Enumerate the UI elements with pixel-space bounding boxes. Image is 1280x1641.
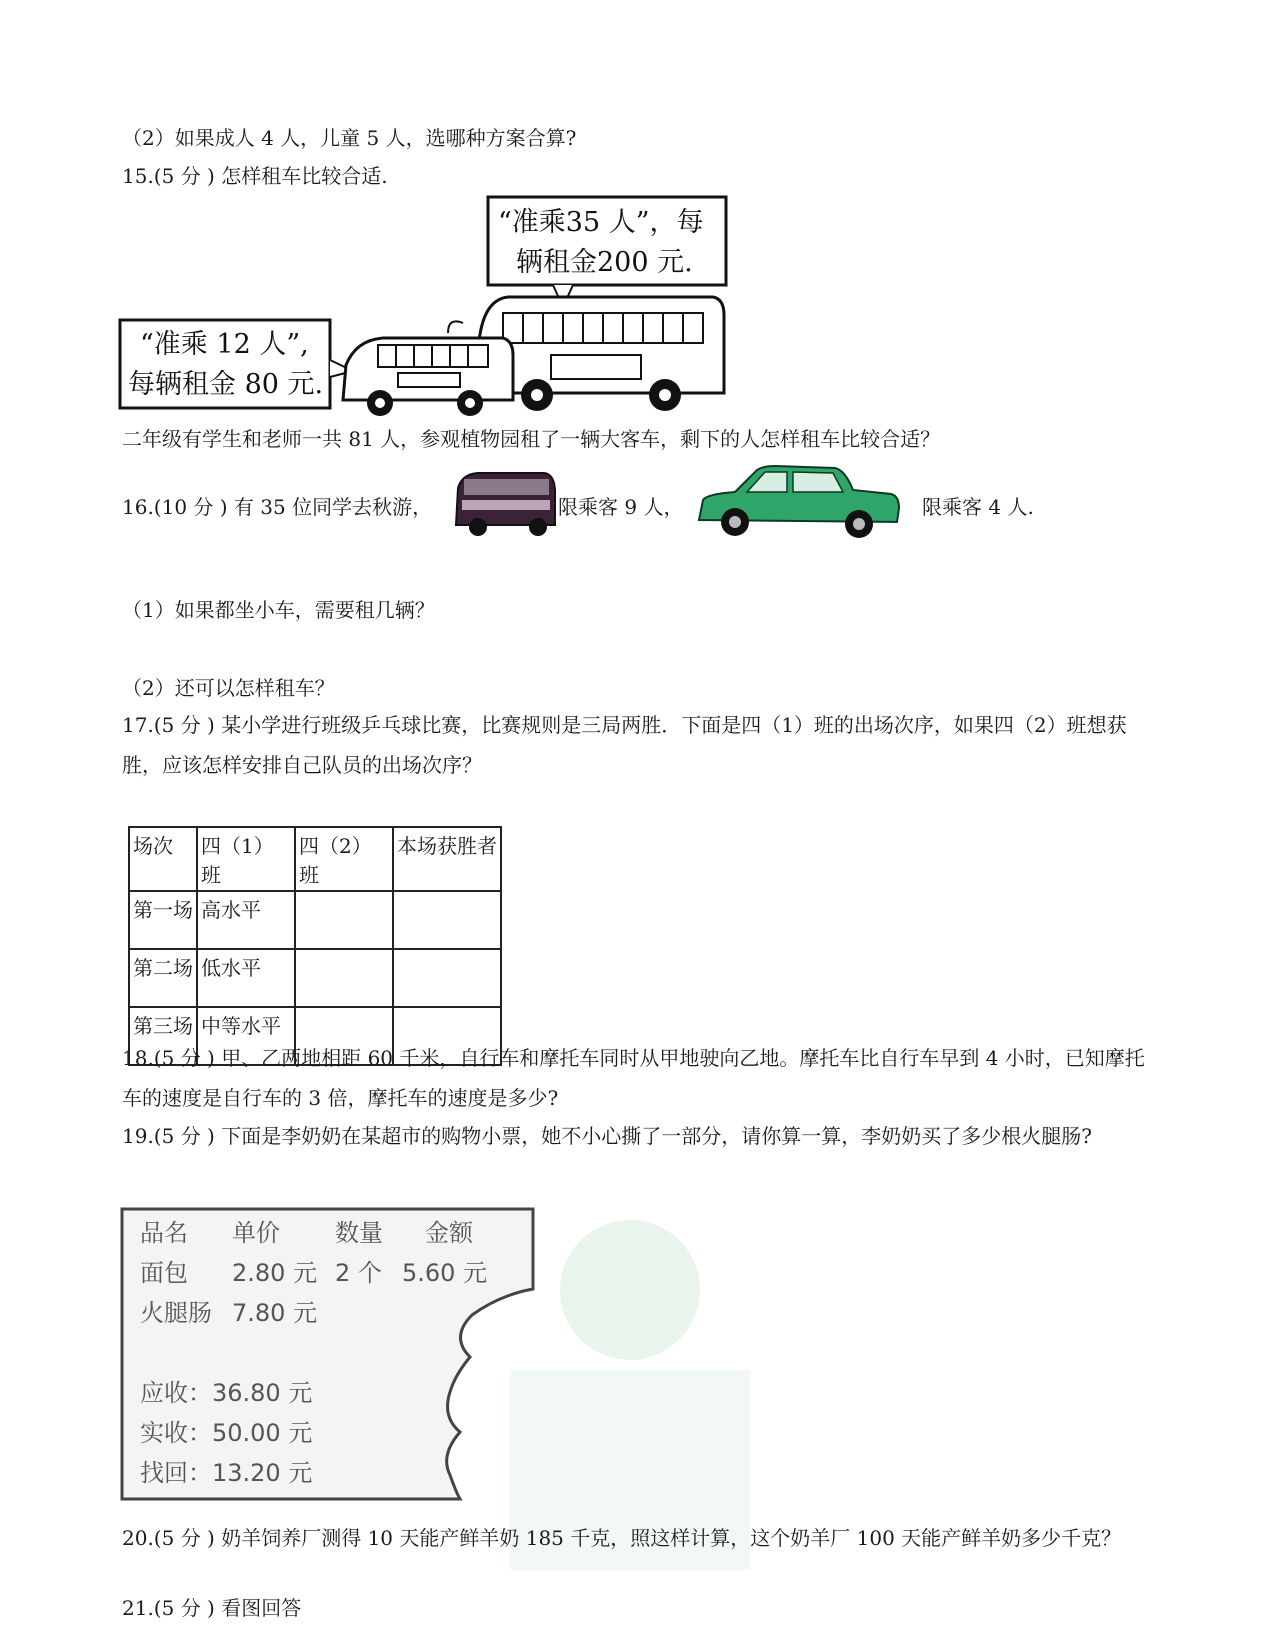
receipt-bread: 面包 (140, 1259, 188, 1287)
receipt-h-qty: 数量 (335, 1219, 383, 1247)
receipt-due: 应收：36.80 元 (140, 1379, 313, 1407)
van-bubble-line2: 每辆租金 80 元. (128, 369, 324, 400)
receipt-bread-qty: 2 个 (335, 1259, 382, 1287)
bus-bubble-line2: 辆租金200 元. (516, 247, 693, 278)
table-cell: 第三场 (129, 1007, 197, 1065)
q18-text: 18.(5 分 ) 甲、乙两地相距 60 千米，自行车和摩托车同时从甲地驶向乙地。摩托车比自行车早到 4 小时，已知摩托车的速度是自行车的 3 倍，摩托车的速度是多少? (122, 1046, 1145, 1110)
car-icon (695, 462, 905, 542)
table-cell: 第二场 (129, 949, 197, 1007)
bus-bubble-line1: “准乘35 人”，每 (498, 207, 704, 238)
table-header-cell: 场次 (129, 827, 197, 891)
receipt-paid: 实收：50.00 元 (140, 1419, 313, 1447)
bus-van-illustration (118, 195, 758, 435)
q16-part1: （1）如果都坐小车，需要租几辆？ (122, 598, 435, 622)
receipt-bread-amount: 5.60 元 (402, 1259, 488, 1287)
table-row (129, 949, 501, 1007)
receipt-h-price: 单价 (232, 1219, 280, 1247)
q16-header: 16.(10 分 ) 有 35 位同学去秋游， (122, 495, 433, 519)
receipt-h-name: 品名 (140, 1219, 188, 1247)
q14-part2: （2）如果成人 4 人，儿童 5 人，选哪种方案合算? (122, 126, 577, 150)
table-cell[interactable] (393, 891, 501, 949)
torn-receipt (120, 1207, 540, 1502)
table-header-cell: 本场获胜者 (393, 827, 501, 891)
q17-text: 17.(5 分 ) 某小学进行班级乒乓球比赛，比赛规则是三局两胜．下面是四（1）班的出场次序，如果四（2）班想获胜，应该怎样安排自己队员的出场次序？ (122, 713, 1127, 777)
receipt-change: 找回：13.20 元 (140, 1459, 313, 1487)
q16-part2: （2）还可以怎样租车？ (122, 676, 335, 700)
table-header-cell: 四（2）班 (295, 827, 393, 891)
minivan-icon (452, 470, 558, 540)
q16-car-limit: 限乘客 4 人. (922, 495, 1034, 519)
q15-header: 15.(5 分 ) 怎样租车比较合适. (122, 164, 388, 188)
table-cell: 第一场 (129, 891, 197, 949)
match-order-table (128, 826, 502, 1066)
table-cell: 中等水平 (197, 1007, 295, 1065)
receipt-bread-price: 2.80 元 (232, 1259, 318, 1287)
receipt-h-amount: 金额 (425, 1219, 473, 1247)
q21-text: 21.(5 分 ) 看图回答 (122, 1596, 302, 1620)
table-cell[interactable] (295, 949, 393, 1007)
table-header-row (129, 827, 501, 891)
table-cell[interactable] (393, 949, 501, 1007)
q15-question: 二年级有学生和老师一共 81 人，参观植物园租了一辆大客车，剩下的人怎样租车比较合适？ (122, 427, 941, 451)
table-row (129, 891, 501, 949)
table-header-cell: 四（1）班 (197, 827, 295, 891)
bus-icon (478, 297, 724, 411)
q16-van-limit: 限乘客 9 人， (558, 495, 684, 519)
receipt-ham-price: 7.80 元 (232, 1299, 318, 1327)
q20-text: 20.(5 分 ) 奶羊饲养厂测得 10 天能产鲜羊奶 185 千克，照这样计算，这个奶羊厂 100 天能产鲜羊奶多少千克？ (122, 1526, 1122, 1550)
q19-text: 19.(5 分 ) 下面是李奶奶在某超市的购物小票，她不小心撕了一部分，请你算一算，李奶奶买了多少根火腿肠? (122, 1124, 1092, 1148)
table-cell: 低水平 (197, 949, 295, 1007)
table-cell[interactable] (295, 891, 393, 949)
table-cell: 高水平 (197, 891, 295, 949)
receipt-ham: 火腿肠 (140, 1299, 212, 1327)
van-bubble-line1: “准乘 12 人”, (140, 329, 309, 360)
